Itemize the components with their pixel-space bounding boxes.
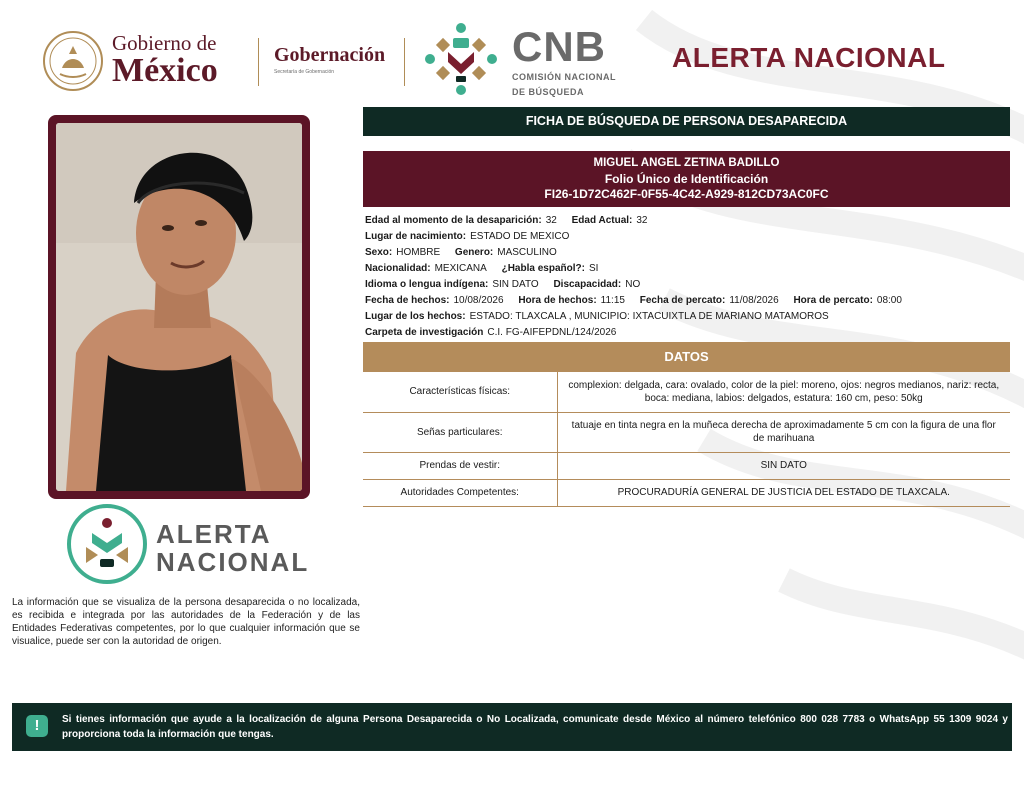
edad-desaparicion-value: 32 (545, 215, 557, 226)
carpeta-label: Carpeta de investigación (365, 327, 484, 338)
prendas-value: SIN DATO (557, 452, 1010, 479)
alerta-nacional-logo-text (156, 520, 309, 576)
info-row (365, 325, 1010, 341)
caracteristicas-value: complexion: delgada, cara: ovalado, color de la piel: moreno, ojos: negros medianos, nariz: recta, boca: mediana, labios: delgados, estatura: 160 cm, peso: 50kg (557, 372, 1010, 412)
lugar-hechos-label: Lugar de los hechos: (365, 311, 466, 322)
edad-actual-value: 32 (636, 215, 648, 226)
genero-value: MASCULINO (497, 247, 557, 258)
cnb-line2: DE BÚSQUEDA (512, 87, 585, 97)
habla-espanol-label: ¿Habla español?: (501, 263, 585, 274)
discapacidad-value: NO (625, 279, 641, 290)
folio-label: Folio Único de Identificación (604, 171, 769, 186)
idioma-value: SIN DATO (492, 279, 539, 290)
exclamation-icon: ! (26, 715, 48, 737)
gobierno-de-mexico-logo (112, 32, 218, 88)
lugar-nacimiento-label: Lugar de nacimiento: (365, 231, 467, 242)
info-row (365, 309, 1010, 325)
person-photo-image (56, 123, 302, 491)
idioma-label: Idioma o lengua indígena: (365, 279, 489, 290)
fecha-percato-label: Fecha de percato: (639, 295, 726, 306)
fecha-percato-value: 11/08/2026 (729, 295, 779, 306)
gobernacion-text: Gobernación (274, 44, 386, 66)
table-row (363, 452, 1010, 479)
fecha-hechos-label: Fecha de hechos: (365, 295, 450, 306)
hora-percato-label: Hora de percato: (793, 295, 873, 306)
info-row (365, 229, 1010, 245)
autoridades-value: PROCURADURÍA GENERAL DE JUSTICIA DEL ESTADO DE TLAXCALA. (557, 479, 1010, 506)
contact-footer (12, 703, 1012, 751)
info-section (365, 213, 1010, 341)
info-row (365, 245, 1010, 261)
alerta-nacional-title: ALERTA NACIONAL (672, 42, 946, 73)
divider (404, 38, 405, 86)
name-box (363, 151, 1010, 207)
edad-desaparicion-label: Edad al momento de la desaparición: (365, 215, 542, 226)
cnb-emblem-icon (420, 18, 502, 100)
cnb-logo-text (512, 23, 616, 98)
disclaimer-text: La información que se visualiza de la persona desaparecida o no localizada, es recibida e integrada por las autoridades de la Federación y de las Entidades Federativas competentes, por lo que cualquier información que se visualice, puede ser con la autoridad de origen. (12, 597, 360, 647)
table-row (363, 372, 1010, 412)
prendas-label: Prendas de vestir: (363, 452, 557, 479)
mexico-seal-icon (42, 30, 104, 92)
hora-hechos-label: Hora de hechos: (518, 295, 597, 306)
sexo-value: HOMBRE (396, 247, 441, 258)
divider (258, 38, 259, 86)
cnb-title: CNB (512, 23, 606, 70)
hora-hechos-value: 11:15 (600, 295, 625, 306)
datos-table (363, 372, 1010, 507)
genero-label: Genero: (454, 247, 494, 258)
autoridades-label: Autoridades Competentes: (363, 479, 557, 506)
nacionalidad-value: MEXICANA (434, 263, 487, 274)
gobernacion-logo (274, 44, 385, 75)
person-name: MIGUEL ANGEL ZETINA BADILLO (593, 157, 780, 169)
hora-percato-value: 08:00 (876, 295, 902, 306)
discapacidad-label: Discapacidad: (553, 279, 622, 290)
gobierno-line2: México (112, 52, 218, 89)
info-row (365, 213, 1010, 229)
senas-label: Señas particulares: (363, 412, 557, 452)
gobierno-line1: Gobierno de (112, 31, 217, 55)
lugar-nacimiento-value: ESTADO DE MEXICO (470, 231, 570, 242)
lugar-hechos-value: ESTADO: TLAXCALA , MUNICIPIO: IXTACUIXTLA DE MARIANO MATAMOROS (469, 311, 829, 322)
caracteristicas-label: Características físicas: (363, 372, 557, 412)
info-row (365, 293, 1010, 309)
header (0, 0, 1024, 105)
table-row (363, 479, 1010, 506)
alerta-nacional-emblem-icon (66, 503, 148, 585)
carpeta-value: C.I. FG-AIFEPDNL/124/2026 (487, 327, 617, 338)
gobernacion-subtext: Secretaría de Gobernación (274, 69, 335, 75)
info-row (365, 261, 1010, 277)
datos-title-bar: DATOS (363, 342, 1010, 372)
folio-value: FI26-1D72C462F-0F55-4C42-A929-812CD73AC0FC (544, 187, 829, 201)
photo-frame (48, 115, 310, 499)
senas-value: tatuaje en tinta negra en la muñeca derecha de aproximadamente 5 cm con la figura de una flor de marihuana (557, 412, 1010, 452)
alerta-logo-line1: ALERTA (156, 519, 272, 549)
ficha-title-bar: FICHA DE BÚSQUEDA DE PERSONA DESAPARECIDA (363, 107, 1010, 136)
edad-actual-label: Edad Actual: (571, 215, 633, 226)
fecha-hechos-value: 10/08/2026 (453, 295, 504, 306)
nacionalidad-label: Nacionalidad: (365, 263, 431, 274)
table-row (363, 412, 1010, 452)
cnb-line1: COMISIÓN NACIONAL (512, 72, 616, 82)
sexo-label: Sexo: (365, 247, 393, 258)
contact-message: Si tienes información que ayude a la localización de alguna Persona Desaparecida o No Localizada, comunicate desde México al número telefónico 800 028 7783 o WhatsApp 55 1309 9024 y proporciona toda la información que tengas. (62, 714, 1008, 740)
info-row (365, 277, 1010, 293)
alerta-logo-line2: NACIONAL (156, 547, 310, 577)
person-photo (56, 123, 302, 491)
habla-espanol-value: SI (588, 263, 599, 274)
